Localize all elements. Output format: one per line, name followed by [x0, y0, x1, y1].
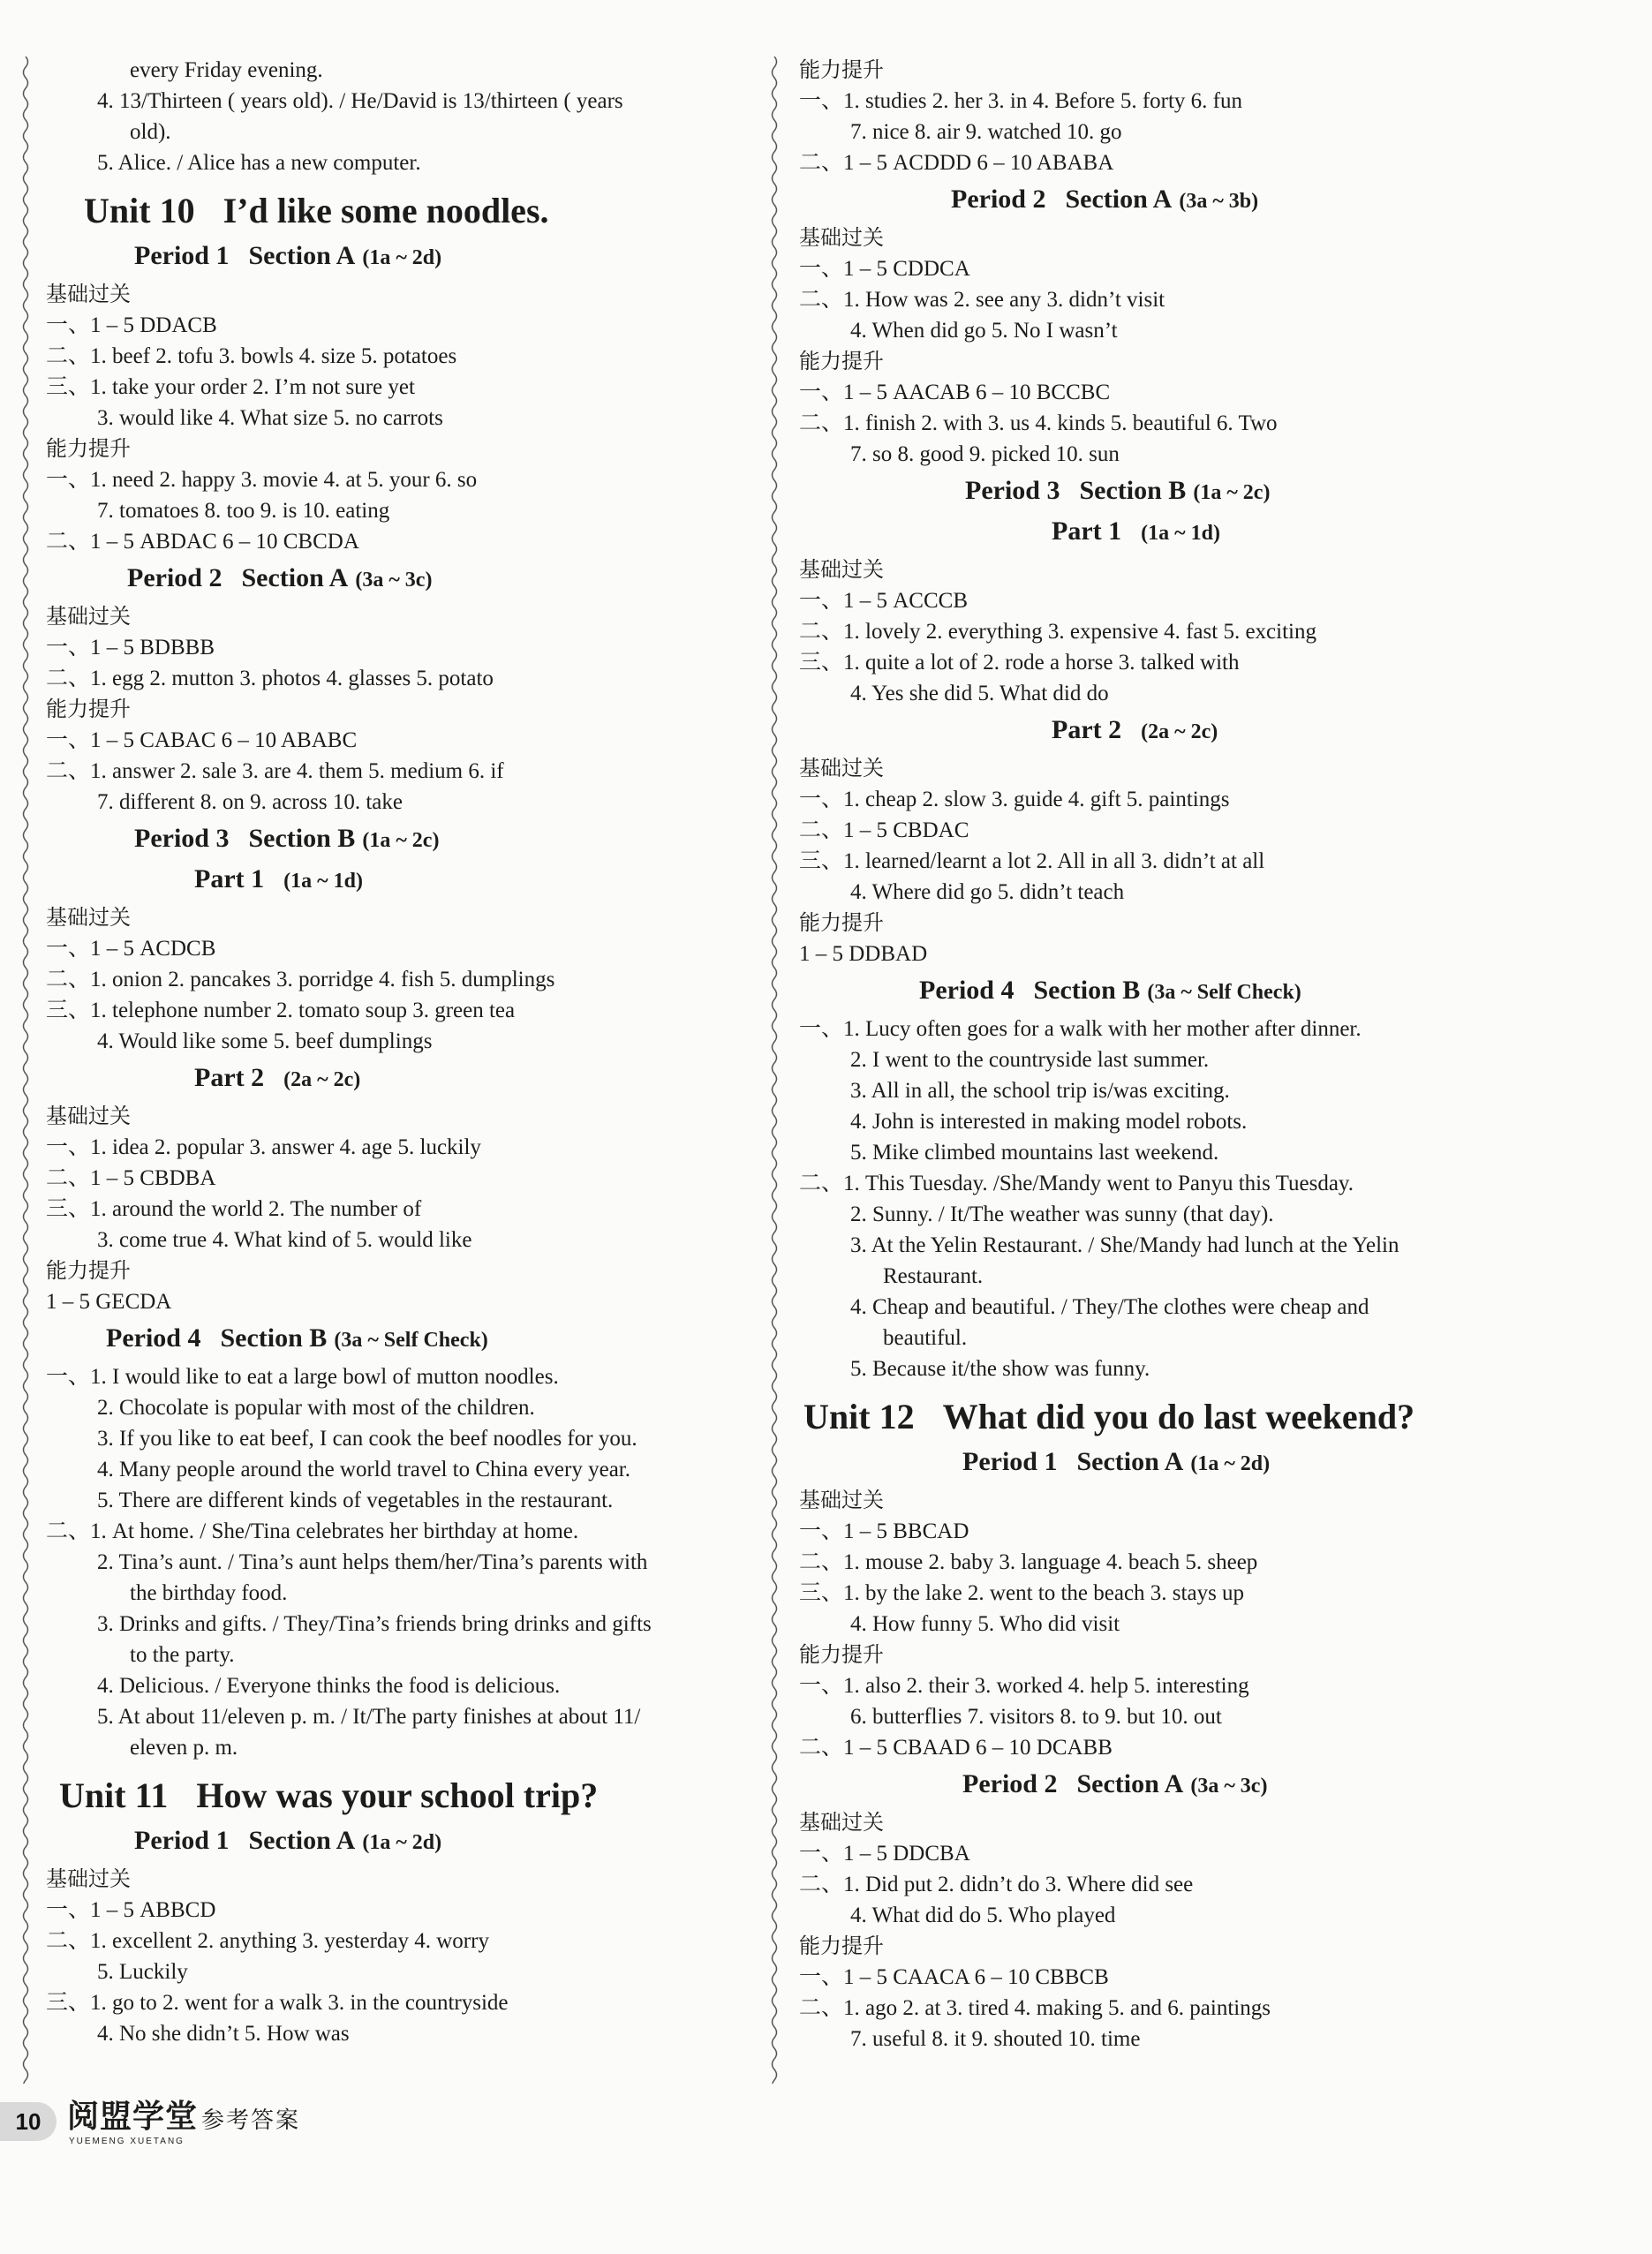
answer-line: 一、1 – 5 ACCCB — [799, 589, 969, 613]
period-label: Period 3 — [965, 476, 1060, 505]
category-label: 基础过关 — [799, 1810, 884, 1835]
section-label: Section B — [1033, 976, 1141, 1005]
range-label: (2a ~ 2c) — [283, 1068, 361, 1091]
range-label: (1a ~ 2d) — [362, 246, 442, 269]
period-label: Period 4 — [106, 1323, 201, 1353]
period-label: Period 2 — [951, 185, 1046, 214]
section-heading — [46, 561, 770, 598]
answer-line: 一、1 – 5 DDACB — [46, 313, 217, 337]
answer-line: 一、1 – 5 BBCAD — [799, 1519, 969, 1543]
answer-line: 3. At the Yelin Restaurant. / She/Mandy had lunch at the Yelin — [850, 1233, 1399, 1257]
answer-line: 7. useful 8. it 9. shouted 10. time — [850, 2027, 1141, 2051]
period-label: Part 2 — [1052, 715, 1122, 744]
answer-line: 5. At about 11/eleven p. m. / It/The party finishes at about 11/ — [97, 1705, 641, 1729]
category-label: 能力提升 — [799, 349, 884, 373]
answer-line: 3. Drinks and gifts. / They/Tina’s friends bring drinks and gifts — [97, 1612, 652, 1636]
answer-line: 一、1 – 5 DDCBA — [799, 1842, 970, 1866]
answer-line: 二、1. At home. / She/Tina celebrates her birthday at home. — [46, 1519, 579, 1543]
answer-line: 4. When did go 5. No I wasn’t — [850, 319, 1118, 343]
answer-line: 4. 13/Thirteen ( years old). / He/David is 13/thirteen ( years — [97, 89, 623, 113]
answer-line: 一、1. I would like to eat a large bowl of mutton noodles. — [46, 1365, 559, 1389]
period-label: Period 4 — [919, 976, 1015, 1005]
answer-line: 6. butterflies 7. visitors 8. to 9. but 10. out — [850, 1705, 1222, 1729]
section-heading — [799, 1444, 1523, 1481]
answer-line: 4. Delicious. / Everyone thinks the food is delicious. — [97, 1674, 561, 1698]
answer-line: 一、1. idea 2. popular 3. answer 4. age 5. luckily — [46, 1135, 481, 1159]
answer-line: 三、1. around the world 2. The number of — [46, 1197, 422, 1221]
answer-line: 5. Because it/the show was funny. — [850, 1357, 1150, 1381]
answer-line: 4. Where did go 5. didn’t teach — [850, 880, 1125, 904]
section-heading — [799, 514, 1523, 551]
answer-line: 二、1 – 5 CBAAD 6 – 10 DCABB — [799, 1736, 1113, 1760]
category-label: 基础过关 — [46, 905, 131, 930]
range-label: (1a ~ 2c) — [362, 829, 440, 852]
category-label: 基础过关 — [799, 557, 884, 582]
answer-line: every Friday evening. — [130, 58, 323, 82]
answer-line: 二、1 – 5 CBDAC — [799, 818, 969, 842]
section-heading — [799, 712, 1523, 750]
unit-title — [46, 1775, 770, 1816]
period-label: Part 1 — [194, 864, 265, 893]
section-heading — [46, 1060, 770, 1097]
answer-line: 三、1. telephone number 2. tomato soup 3. green tea — [46, 999, 516, 1022]
category-label: 能力提升 — [799, 1934, 884, 1958]
period-label: Part 1 — [1052, 516, 1122, 546]
category-label: 基础过关 — [799, 1488, 884, 1512]
answer-line: 4. What did do 5. Who played — [850, 1903, 1116, 1927]
answer-line: 三、1. go to 2. went for a walk 3. in the countryside — [46, 1991, 509, 2015]
answer-line: 一、1. need 2. happy 3. movie 4. at 5. your 6. so — [46, 468, 478, 492]
category-label: 能力提升 — [46, 1258, 131, 1283]
answer-line: 一、1 – 5 BDBBB — [46, 636, 215, 660]
answer-line: the birthday food. — [130, 1581, 288, 1605]
answer-line: 一、1. also 2. their 3. worked 4. help 5. interesting — [799, 1674, 1249, 1698]
answer-line: 二、1. lovely 2. everything 3. expensive 4. fast 5. exciting — [799, 620, 1316, 644]
answer-line: 一、1 – 5 CDDCA — [799, 257, 970, 281]
answer-line: 4. Cheap and beautiful. / They/The clothes were cheap and — [850, 1295, 1369, 1319]
answer-line: 2. Chocolate is popular with most of the children. — [97, 1396, 535, 1420]
answer-line: 二、1. Did put 2. didn’t do 3. Where did see — [799, 1873, 1194, 1896]
answer-line: beautiful. — [883, 1326, 968, 1350]
category-label: 能力提升 — [799, 57, 884, 82]
answer-line: 三、1. quite a lot of 2. rode a horse 3. talked with — [799, 651, 1240, 675]
answer-line: 一、1 – 5 CABAC 6 – 10 ABABC — [46, 728, 358, 752]
answer-line: 二、1. mouse 2. baby 3. language 4. beach 5. sheep — [799, 1550, 1258, 1574]
answer-line: 5. There are different kinds of vegetables in the restaurant. — [97, 1489, 614, 1512]
category-label: 基础过关 — [46, 1104, 131, 1128]
range-label: (3a ~ Self Check) — [334, 1329, 488, 1352]
category-label: 基础过关 — [46, 1866, 131, 1891]
section-heading — [46, 862, 770, 899]
answer-line: 二、1. onion 2. pancakes 3. porridge 4. fish 5. dumplings — [46, 968, 555, 991]
answer-line: 一、1. Lucy often goes for a walk with her mother after dinner. — [799, 1017, 1362, 1041]
unit-number: Unit 12 — [803, 1397, 915, 1436]
range-label: (1a ~ 1d) — [283, 870, 363, 893]
range-label: (1a ~ 2d) — [1190, 1452, 1271, 1475]
answer-line: 5. Mike climbed mountains last weekend. — [850, 1141, 1219, 1165]
wavy-line — [773, 57, 777, 2084]
answer-line: 二、1. answer 2. sale 3. are 4. them 5. medium 6. if — [46, 759, 504, 783]
answer-line: 7. nice 8. air 9. watched 10. go — [850, 120, 1122, 144]
answer-key-label: 参考答案 — [201, 2107, 301, 2134]
answer-line: to the party. — [130, 1643, 235, 1667]
range-label: (3a ~ 3c) — [355, 569, 433, 592]
period-label: Period 1 — [134, 241, 230, 270]
period-label: Period 1 — [134, 1826, 230, 1855]
answer-line: 一、1 – 5 ACDCB — [46, 937, 216, 961]
answer-line: 二、1 – 5 ACDDD 6 – 10 ABABA — [799, 151, 1114, 175]
section-label: Section A — [241, 563, 349, 592]
range-label: (3a ~ 3b) — [1179, 190, 1259, 213]
answer-line: 4. How funny 5. Who did visit — [850, 1612, 1120, 1636]
answer-line: 一、1 – 5 CAACA 6 – 10 CBBCB — [799, 1965, 1109, 1989]
unit-title — [46, 191, 770, 231]
answer-line: 二、1. How was 2. see any 3. didn’t visit — [799, 288, 1165, 312]
unit-number: Unit 10 — [84, 191, 195, 230]
column-divider — [768, 57, 781, 2084]
answer-line: 4. Yes she did 5. What did do — [850, 682, 1109, 705]
unit-number: Unit 11 — [59, 1775, 169, 1815]
section-heading — [799, 182, 1523, 219]
answer-line: 一、1. cheap 2. slow 3. guide 4. gift 5. paintings — [799, 788, 1230, 811]
range-label: (2a ~ 2c) — [1141, 720, 1218, 743]
section-heading — [799, 473, 1523, 510]
answer-line: 三、1. learned/learnt a lot 2. All in all 3. didn’t at all — [799, 849, 1265, 873]
range-label: (1a ~ 2d) — [362, 1831, 442, 1854]
period-label: Period 2 — [127, 563, 223, 592]
answer-line: 4. No she didn’t 5. How was — [97, 2022, 350, 2046]
section-label: Section A — [1076, 1447, 1184, 1476]
answer-line: 5. Alice. / Alice has a new computer. — [97, 151, 421, 175]
section-heading — [46, 1823, 770, 1860]
answer-line: 二、1 – 5 CBDBA — [46, 1166, 216, 1190]
period-label: Period 2 — [962, 1769, 1058, 1798]
category-label: 能力提升 — [799, 1642, 884, 1667]
period-label: Part 2 — [194, 1063, 265, 1092]
answer-line: 3. would like 4. What size 5. no carrots — [97, 406, 443, 430]
answer-line: 一、1. studies 2. her 3. in 4. Before 5. forty 6. fun — [799, 89, 1243, 113]
answer-line: 三、1. take your order 2. I’m not sure yet — [46, 375, 415, 399]
category-label: 能力提升 — [46, 697, 131, 721]
section-heading — [46, 1321, 770, 1358]
range-label: (3a ~ 3c) — [1190, 1775, 1268, 1798]
section-heading — [46, 821, 770, 858]
answer-line: 7. so 8. good 9. picked 10. sun — [850, 442, 1120, 466]
wavy-line — [24, 57, 28, 2084]
category-label: 基础过关 — [46, 282, 131, 306]
answer-column-left — [46, 55, 770, 2049]
section-heading — [46, 238, 770, 275]
page-footer — [0, 2097, 618, 2150]
answer-line: 4. Many people around the world travel to China every year. — [97, 1458, 630, 1481]
section-label: Section A — [1076, 1769, 1184, 1798]
answer-line: 二、1. finish 2. with 3. us 4. kinds 5. beautiful 6. Two — [799, 411, 1278, 435]
answer-line: Restaurant. — [883, 1264, 984, 1288]
answer-line: 一、1 – 5 AACAB 6 – 10 BCCBC — [799, 381, 1111, 404]
section-label: Section A — [248, 241, 356, 270]
answer-line: 5. Luckily — [97, 1960, 188, 1984]
answer-line: 二、1. egg 2. mutton 3. photos 4. glasses 5. potato — [46, 667, 494, 690]
answer-line: 三、1. by the lake 2. went to the beach 3. stays up — [799, 1581, 1245, 1605]
answer-line: 3. All in all, the school trip is/was exciting. — [850, 1079, 1230, 1103]
answer-line: 1 – 5 GECDA — [46, 1290, 172, 1314]
answer-line: 3. come true 4. What kind of 5. would like — [97, 1228, 472, 1252]
answer-line: 2. Sunny. / It/The weather was sunny (that day). — [850, 1202, 1274, 1226]
section-label: Section B — [248, 824, 356, 853]
answer-line: 7. tomatoes 8. too 9. is 10. eating — [97, 499, 390, 523]
answer-line: 2. I went to the countryside last summer. — [850, 1048, 1210, 1072]
unit-title — [799, 1397, 1523, 1437]
answer-line: 一、1 – 5 ABBCD — [46, 1898, 216, 1922]
range-label: (3a ~ Self Check) — [1147, 981, 1301, 1004]
answer-line: 4. John is interested in making model robots. — [850, 1110, 1248, 1134]
answer-line: 二、1. beef 2. tofu 3. bowls 4. size 5. potatoes — [46, 344, 457, 368]
answer-line: 7. different 8. on 9. across 10. take — [97, 790, 403, 814]
brand-logo: 阅盟学堂 — [67, 2099, 199, 2135]
category-label: 能力提升 — [799, 910, 884, 935]
section-label: Section A — [248, 1826, 356, 1855]
margin-border-left — [19, 57, 32, 2084]
unit-heading: What did you do last weekend? — [942, 1397, 1415, 1436]
answer-column-right — [799, 55, 1523, 2054]
category-label: 基础过关 — [46, 604, 131, 629]
answer-line: 1 – 5 DDBAD — [799, 942, 928, 966]
page-number: 10 — [0, 2102, 57, 2141]
answer-line: 2. Tina’s aunt. / Tina’s aunt helps them/her/Tina’s parents with — [97, 1550, 648, 1574]
answer-line: old). — [130, 120, 171, 144]
answer-line: 4. Would like some 5. beef dumplings — [97, 1029, 433, 1053]
category-label: 能力提升 — [46, 436, 131, 461]
answer-line: 二、1. ago 2. at 3. tired 4. making 5. and 6. paintings — [799, 1996, 1271, 2020]
unit-heading: I’d like some noodles. — [223, 191, 549, 230]
category-label: 基础过关 — [799, 225, 884, 250]
period-label: Period 3 — [134, 824, 230, 853]
section-heading — [799, 973, 1523, 1010]
answer-line: 3. If you like to eat beef, I can cook the beef noodles for you. — [97, 1427, 637, 1451]
period-label: Period 1 — [962, 1447, 1058, 1476]
range-label: (1a ~ 2c) — [1193, 481, 1271, 504]
range-label: (1a ~ 1d) — [1141, 522, 1220, 545]
section-label: Section A — [1065, 185, 1173, 214]
answer-line: eleven p. m. — [130, 1736, 238, 1760]
answer-line: 二、1. This Tuesday. /She/Mandy went to Panyu this Tuesday. — [799, 1172, 1354, 1195]
brand-subtitle: YUEMENG XUETANG — [69, 2137, 185, 2146]
unit-heading: How was your school trip? — [196, 1775, 599, 1815]
answer-line: 二、1. excellent 2. anything 3. yesterday 4. worry — [46, 1929, 489, 1953]
section-label: Section B — [1079, 476, 1187, 505]
answer-line: 二、1 – 5 ABDAC 6 – 10 CBCDA — [46, 530, 359, 554]
section-label: Section B — [220, 1323, 328, 1353]
section-heading — [799, 1767, 1523, 1804]
category-label: 基础过关 — [799, 756, 884, 780]
